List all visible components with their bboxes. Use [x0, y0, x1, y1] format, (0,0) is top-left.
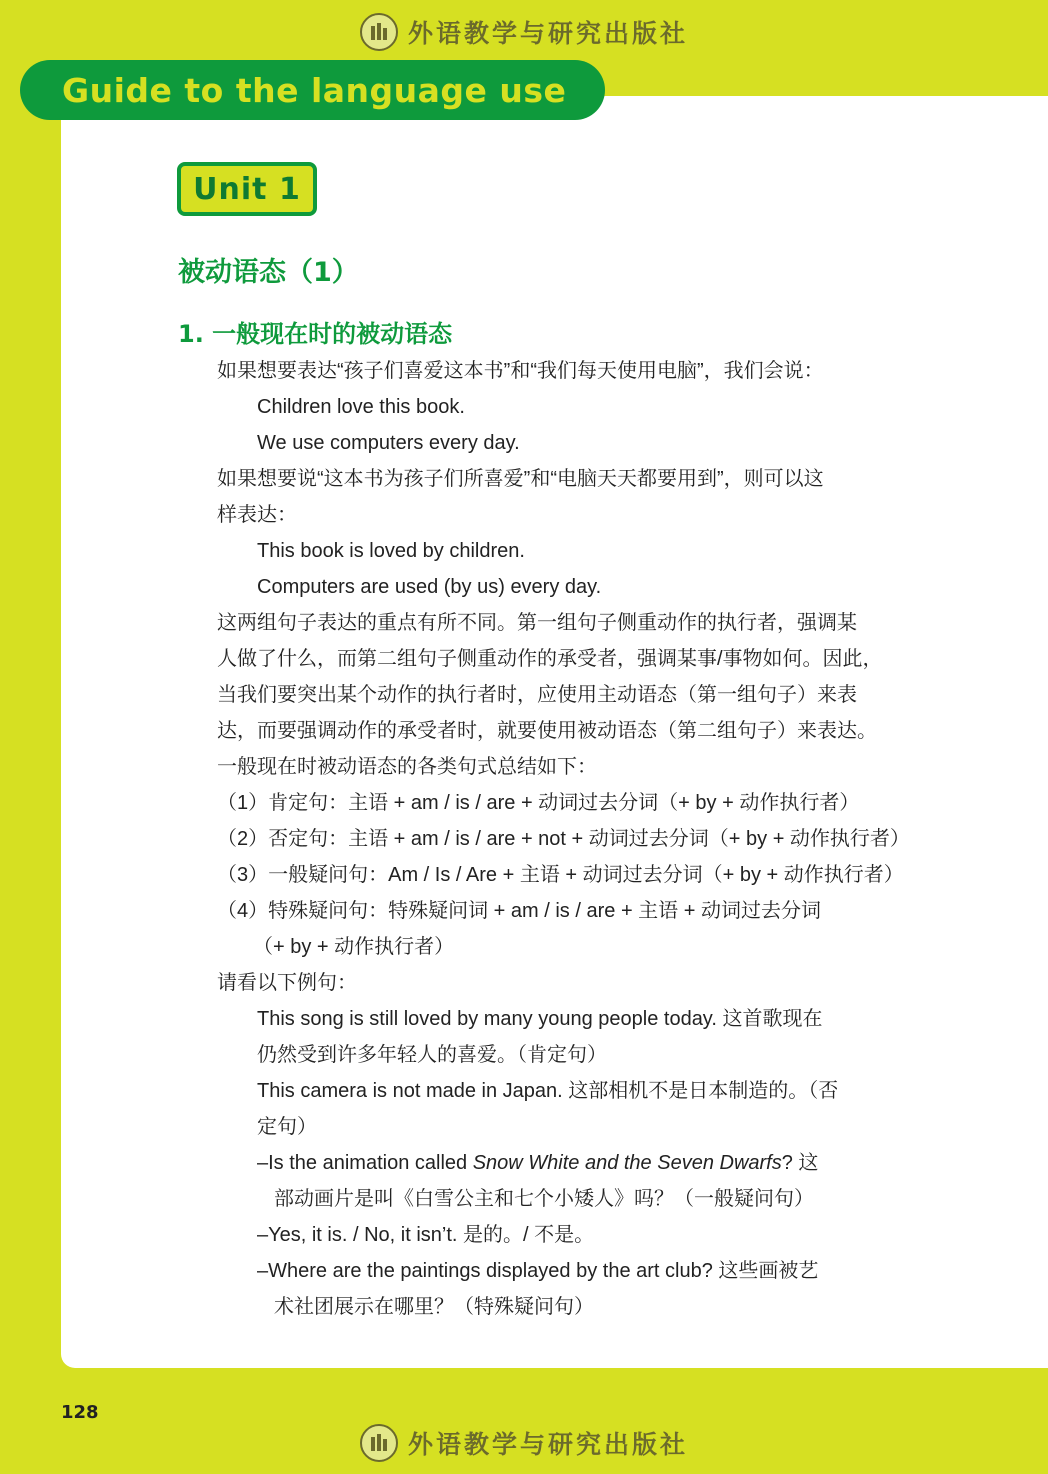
- text-line: 一般现在时被动语态的各类句式总结如下：: [217, 756, 597, 778]
- example-sentence: Children love this book.: [257, 396, 465, 418]
- pattern-line: （+ by + 动作执行者）: [253, 936, 455, 958]
- example-sentence: This camera is not made in Japan. 这部相机不是日本制造的。（否: [257, 1080, 839, 1102]
- text-line: 请看以下例句：: [217, 972, 357, 994]
- example-sentence: This song is still loved by many young people today. 这首歌现在: [257, 1008, 823, 1030]
- publisher-header: [0, 10, 1048, 54]
- text-line: 达，而要强调动作的承受者时，就要使用被动语态（第二组句子）来表达。: [217, 720, 877, 742]
- pattern-line: （3）一般疑问句：Am / Is / Are + 主语 + 动词过去分词（+ by + 动作执行者）: [217, 864, 904, 886]
- section-title-bar: [20, 60, 605, 120]
- text-line: 如果想要说“这本书为孩子们所喜爱”和“电脑天天都要用到”，则可以这: [217, 468, 824, 490]
- example-sentence: This book is loved by children.: [257, 540, 525, 562]
- publisher-footer: [0, 1421, 1048, 1465]
- page-number: 128: [61, 1402, 99, 1423]
- heading: 被动语态（1）: [178, 257, 359, 288]
- text-line: 这两组句子表达的重点有所不同。第一组句子侧重动作的执行者，强调某: [217, 612, 857, 634]
- section-title: Guide to the language use: [62, 70, 567, 110]
- dialogue-text: –Is the animation called: [257, 1152, 473, 1174]
- unit-label: Unit 1: [193, 171, 301, 207]
- pattern-line: （1）肯定句：主语 + am / is / are + 动词过去分词（+ by + 动作执行者）: [217, 792, 860, 814]
- unit-label-box: [177, 162, 317, 216]
- example-sentence: 仍然受到许多年轻人的喜爱。（肯定句）: [257, 1044, 607, 1066]
- example-sentence: 定句）: [257, 1116, 317, 1138]
- text-line: 如果想要表达“孩子们喜爱这本书”和“我们每天使用电脑”，我们会说：: [217, 360, 824, 382]
- pattern-line: （2）否定句：主语 + am / is / are + not + 动词过去分词（+ by + 动作执行者）: [217, 828, 910, 850]
- subheading: 1. 一般现在时的被动语态: [178, 320, 453, 348]
- dialogue-line: [217, 1145, 917, 1181]
- publisher-logo-icon: [360, 13, 398, 51]
- example-sentence: We use computers every day.: [257, 432, 520, 454]
- publisher-logo-icon: [360, 1424, 398, 1462]
- dialogue-line: –Where are the paintings displayed by the art club? 这些画被艺: [257, 1260, 819, 1282]
- example-sentence: Computers are used (by us) every day.: [257, 576, 602, 598]
- dialogue-line: –Yes, it is. / No, it isn’t. 是的。/ 不是。: [257, 1224, 595, 1246]
- dialogue-text: ? 这: [781, 1152, 819, 1174]
- pattern-line: （4）特殊疑问句：特殊疑问词 + am / is / are + 主语 + 动词过去分词: [217, 900, 821, 922]
- text-line: 当我们要突出某个动作的执行者时，应使用主动语态（第一组句子）来表: [217, 684, 857, 706]
- dialogue-line: 术社团展示在哪里？（特殊疑问句）: [274, 1296, 594, 1318]
- title-italic: Snow White and the Seven Dwarfs: [472, 1152, 782, 1174]
- publisher-name: 外语教学与研究出版社: [407, 19, 688, 48]
- body-text: [217, 353, 917, 1325]
- text-line: 人做了什么，而第二组句子侧重动作的承受者，强调某事/事物如何。因此，: [217, 648, 883, 670]
- dialogue-line: 部动画片是叫《白雪公主和七个小矮人》吗？（一般疑问句）: [274, 1188, 814, 1210]
- publisher-name: 外语教学与研究出版社: [407, 1430, 688, 1459]
- text-line: 样表达：: [217, 504, 297, 526]
